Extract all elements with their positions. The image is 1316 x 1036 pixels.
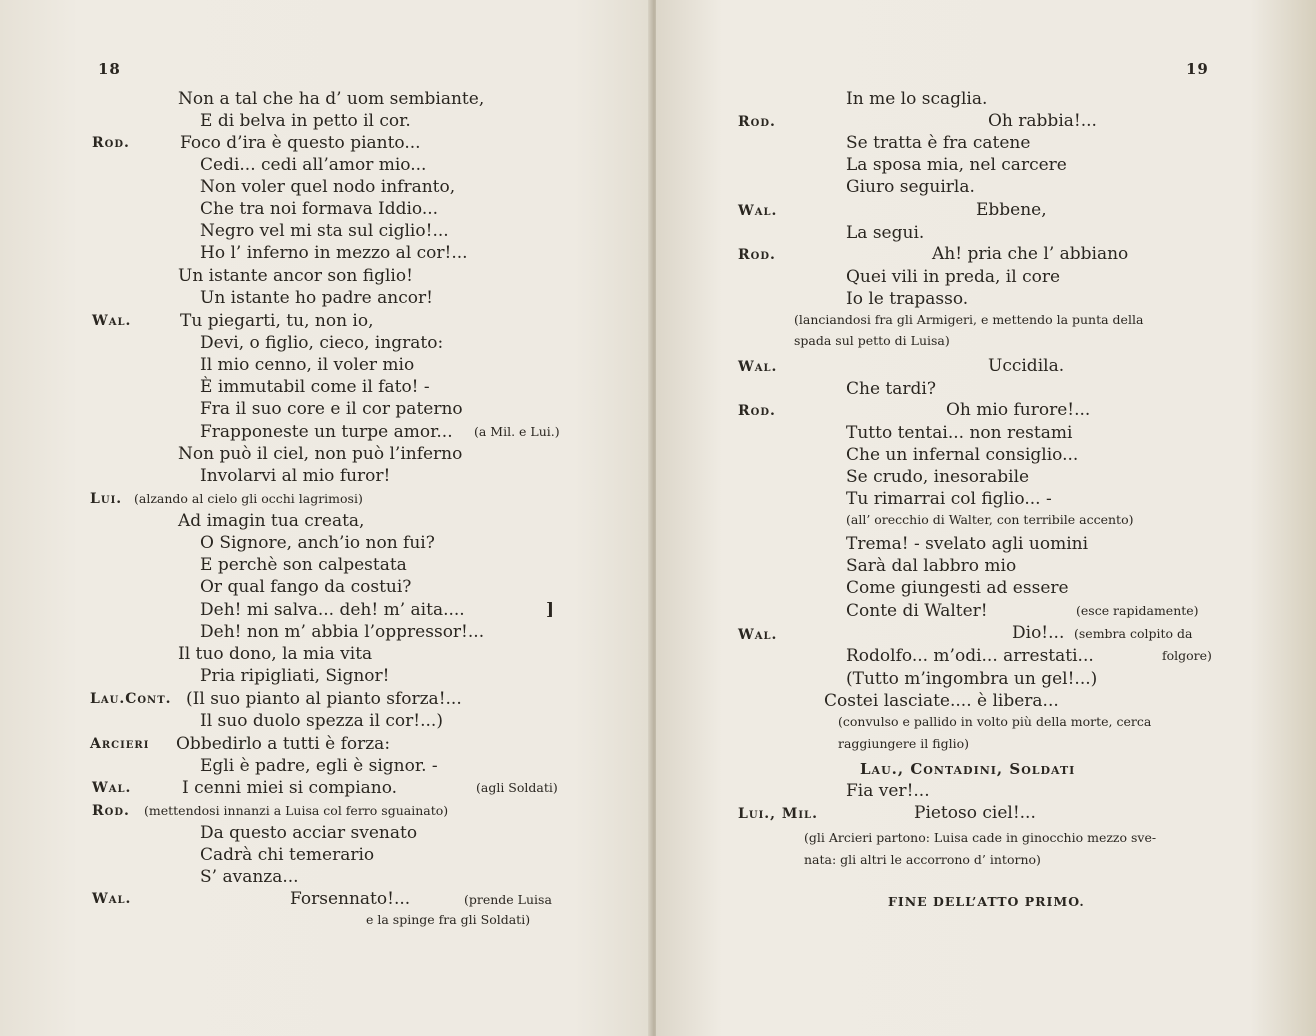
verse-line: Oh rabbia!... [988, 111, 1097, 131]
verse-line: Io le trapasso. [846, 289, 969, 309]
verse-line: Il suo duolo spezza il cor!...) [200, 711, 443, 731]
page-number: 18 [98, 60, 121, 78]
stage-direction: (all’ orecchio di Walter, con terribile accento) [846, 512, 1134, 527]
end-of-act: FINE DELL’ATTO PRIMO. [888, 894, 1085, 909]
verse-line: Giuro seguirla. [846, 177, 975, 197]
verse-line: Foco d’ira è questo pianto... [180, 133, 421, 153]
speaker-label: Rod. [738, 114, 776, 130]
verse-line: Il tuo dono, la mia vita [178, 644, 373, 664]
verse-line: Pria ripigliati, Signor! [200, 666, 390, 686]
verse-line: Ad imagin tua creata, [178, 511, 365, 531]
stage-direction: (a Mil. e Lui.) [474, 424, 560, 439]
verse-line: Ho l’ inferno in mezzo al cor!... [200, 243, 468, 263]
verse-line: Che tra noi formava Iddio... [200, 199, 439, 219]
bracket-mark: ] [546, 600, 555, 620]
verse-line: Or qual fango da costui? [200, 577, 412, 597]
stage-direction: (convulso e pallido in volto più della morte, cerca [838, 714, 1152, 729]
verse-line: (Tutto m’ingombra un gel!...) [846, 669, 1098, 689]
verse-line: Egli è padre, egli è signor. - [200, 756, 438, 776]
verse-line: Cadrà chi temerario [200, 845, 375, 865]
speaker-label: Wal. [738, 359, 778, 375]
verse-line: Non può il ciel, non può l’inferno [178, 444, 463, 464]
verse-line: I cenni miei si compiano. [182, 778, 398, 798]
verse-line: Conte di Walter! [846, 601, 988, 621]
speaker-label: Wal. [738, 627, 778, 643]
verse-line: Involarvi al mio furor! [200, 466, 391, 486]
verse-line: Che tardi? [846, 379, 936, 399]
verse-line: Il mio cenno, il voler mio [200, 355, 415, 375]
page-number: 19 [1186, 60, 1209, 78]
verse-line: In me lo scaglia. [846, 89, 988, 109]
stage-direction: nata: gli altri le accorrono d’ intorno) [804, 852, 1041, 867]
verse-line: (Il suo pianto al pianto sforza!... [186, 689, 462, 709]
verse-line: Deh! mi salva... deh! m’ aita.... [200, 600, 465, 620]
stage-direction: raggiungere il figlio) [838, 736, 969, 751]
verse-line: Negro vel mi sta sul ciglio!... [200, 221, 449, 241]
stage-direction: folgore) [1162, 648, 1212, 663]
verse-line: Ebbene, [976, 200, 1047, 220]
verse-line: Quei vili in preda, il core [846, 267, 1061, 287]
speaker-label: Rod. [92, 803, 130, 819]
stage-direction: (alzando al cielo gli occhi lagrimosi) [134, 491, 363, 506]
speaker-label: Rod. [738, 247, 776, 263]
right-page [656, 0, 1316, 1036]
speaker-label: Lui. [90, 491, 123, 507]
verse-line: Ah! pria che l’ abbiano [932, 244, 1129, 264]
stage-direction: (lanciandosi fra gli Armigeri, e mettendo la punta della [794, 312, 1144, 327]
left-page [0, 0, 652, 1036]
stage-direction: (prende Luisa [464, 892, 552, 907]
stage-direction: (mettendosi innanzi a Luisa col ferro sguainato) [144, 803, 449, 818]
speaker-label: Wal. [92, 780, 132, 796]
verse-line: Fra il suo core e il cor paterno [200, 399, 463, 419]
speaker-label: Wal. [92, 891, 132, 907]
verse-line: Un istante ho padre ancor! [200, 288, 433, 308]
verse-line: O Signore, anch’io non fui? [200, 533, 435, 553]
stage-direction: e la spinge fra gli Soldati) [366, 912, 531, 927]
verse-line: Trema! - svelato agli uomini [846, 534, 1089, 554]
verse-line: Da questo acciar svenato [200, 823, 418, 843]
verse-line: Non voler quel nodo infranto, [200, 177, 456, 197]
verse-line: Frapponeste un turpe amor... [200, 422, 453, 442]
verse-line: Tu piegarti, tu, non io, [180, 311, 374, 331]
verse-line: È immutabil come il fato! - [200, 377, 430, 397]
verse-line: Rodolfo... m’odi... arrestati... [846, 646, 1094, 666]
speaker-label: Rod. [738, 403, 776, 419]
verse-line: Se crudo, inesorabile [846, 467, 1030, 487]
verse-line: Se tratta è fra catene [846, 133, 1031, 153]
verse-line: Come giungesti ad essere [846, 578, 1069, 598]
speaker-label: Wal. [92, 313, 132, 329]
verse-line: S’ avanza... [200, 867, 299, 887]
verse-line: Fia ver!... [846, 781, 930, 801]
verse-line: Deh! non m’ abbia l’oppressor!... [200, 622, 485, 642]
verse-line: Oh mio furore!... [946, 400, 1091, 420]
speaker-label: Rod. [92, 135, 130, 151]
stage-direction: (sembra colpito da [1074, 626, 1193, 641]
verse-line: Tu rimarrai col figlio... - [846, 489, 1052, 509]
stage-direction: (gli Arcieri partono: Luisa cade in ginocchio mezzo sve- [804, 830, 1157, 845]
verse-line: Dio!... [1012, 623, 1065, 643]
verse-line: Sarà dal labbro mio [846, 556, 1017, 576]
verse-line: Uccidila. [988, 356, 1065, 376]
stage-direction: (agli Soldati) [476, 780, 558, 795]
verse-line: Devi, o figlio, cieco, ingrato: [200, 333, 444, 353]
verse-line: Forsennato!... [290, 889, 411, 909]
speaker-label: Lau.Cont. [90, 691, 172, 707]
stage-direction: (esce rapidamente) [1076, 603, 1199, 618]
verse-line: E di belva in petto il cor. [200, 111, 411, 131]
verse-line: Non a tal che ha d’ uom sembiante, [178, 89, 485, 109]
verse-line: Obbedirlo a tutti è forza: [176, 734, 391, 754]
stage-direction: spada sul petto di Luisa) [794, 333, 950, 348]
speaker-label: Arcieri [90, 736, 150, 752]
verse-line: Pietoso ciel!... [914, 803, 1036, 823]
verse-line: Che un infernal consiglio... [846, 445, 1079, 465]
speaker-label: Wal. [738, 203, 778, 219]
verse-line: La sposa mia, nel carcere [846, 155, 1067, 175]
verse-line: Cedi... cedi all’amor mio... [200, 155, 427, 175]
speaker-label: Lui., Mil. [738, 806, 818, 822]
verse-line: Tutto tentai... non restami [846, 423, 1073, 443]
verse-line: La segui. [846, 223, 925, 243]
chorus-heading: Lau., Contadini, Soldati [860, 760, 1076, 778]
verse-line: E perchè son calpestata [200, 555, 407, 575]
verse-line: Un istante ancor son figlio! [178, 266, 413, 286]
verse-line: Costei lasciate.... è libera... [824, 691, 1059, 711]
